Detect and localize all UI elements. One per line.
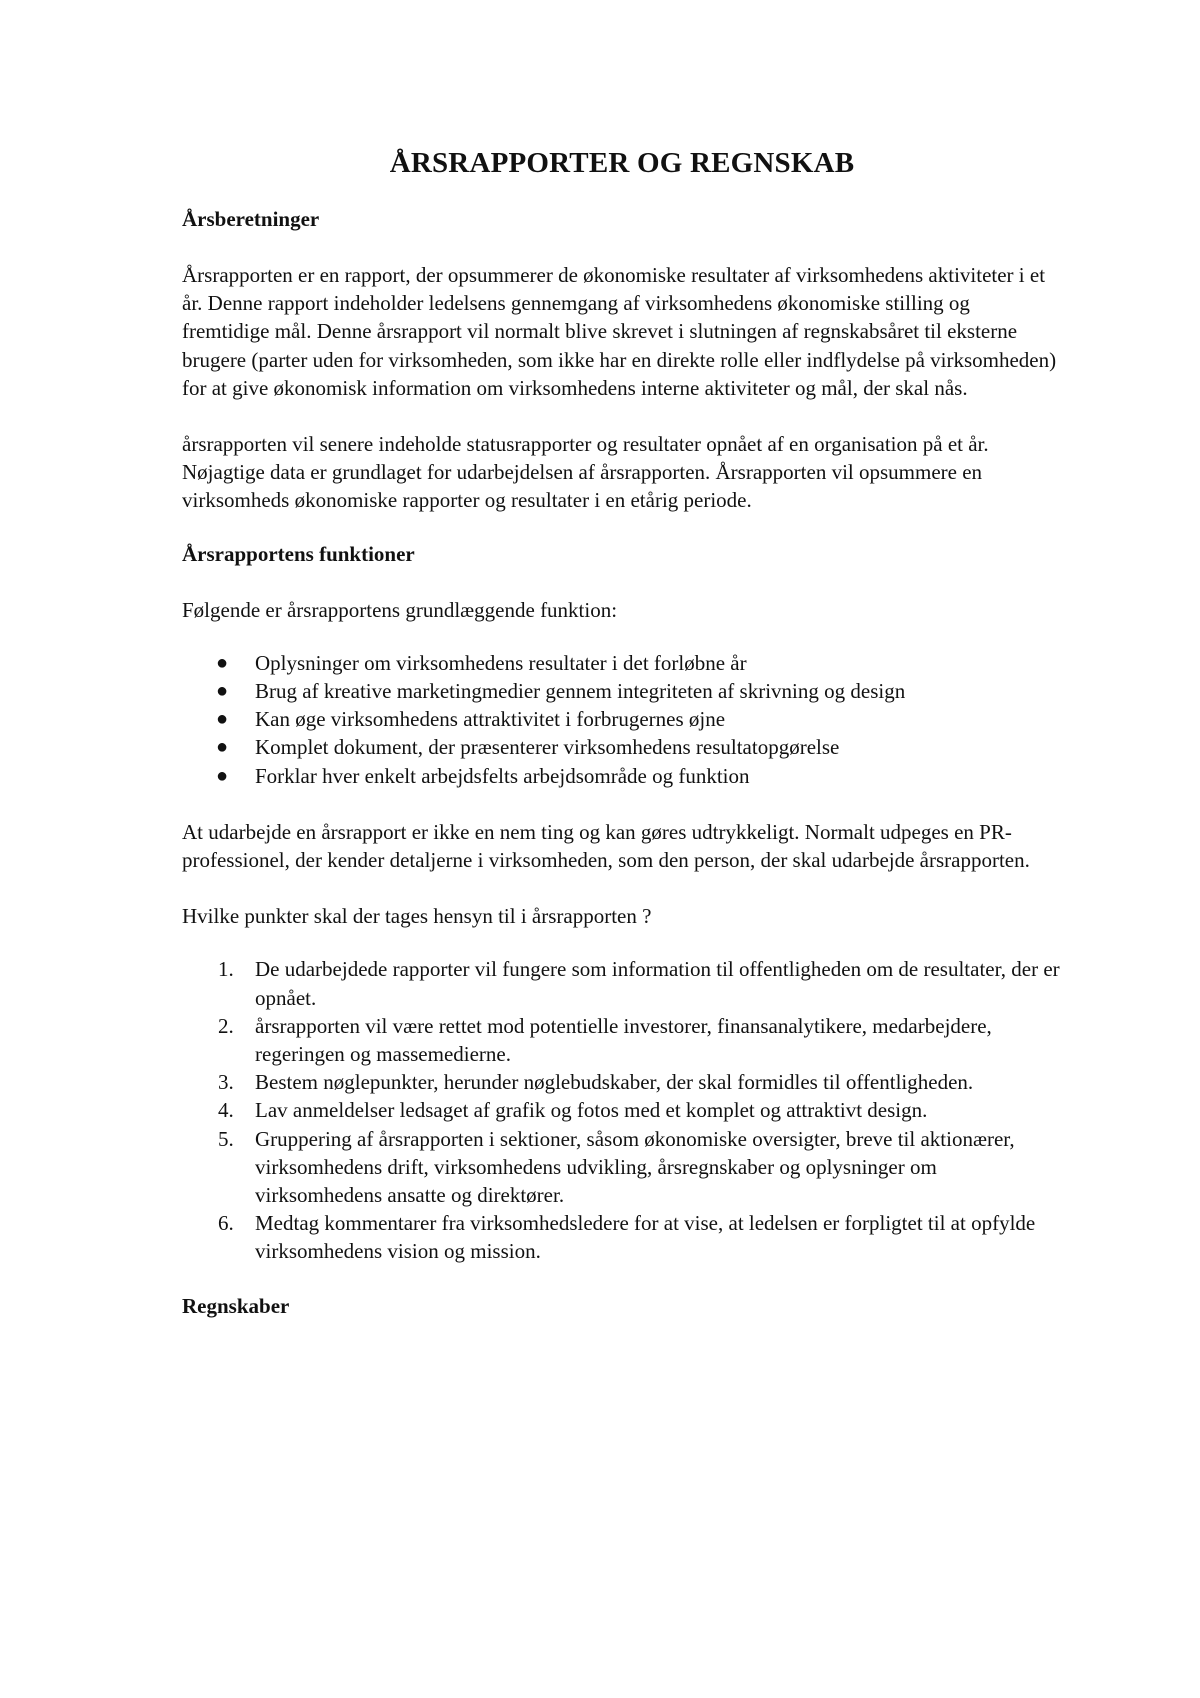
list-item-text: årsrapporten vil være rettet mod potentielle investorer, finansanalytikere, medarbejdere, regeringen og massemedierne.	[255, 1013, 992, 1067]
list-number: 6.	[218, 1211, 234, 1236]
list-item	[182, 1125, 1062, 1210]
paragraph-arsrapport-intro: Årsrapporten er en rapport, der opsummerer de økonomiske resultater af virksomhedens aktiviteter i et år. Denne rapport indeholder ledelsens gennemgang af virksomhedens økonomiske stilling og fremtidige mål. Denne årsrapport vil normalt blive skrevet i slutningen af regnskabsåret til eksterne brugere (parter uden for virksomheden, som ikke har en direkte rolle eller indflydelse på virksomheden) for at give økonomisk information om virksomhedens interne aktiviteter og mål, der skal nås.	[182, 263, 1057, 400]
list-item-text: Brug af kreative marketingmedier gennem integriteten af skrivning og design	[255, 679, 906, 704]
list-number: 1.	[218, 957, 234, 982]
list-number: 4.	[218, 1098, 234, 1123]
section-heading-arsberetninger: Årsberetninger	[182, 207, 320, 231]
list-item	[182, 1209, 1062, 1265]
bullet-icon: ●	[216, 764, 229, 787]
list-item	[182, 1096, 1062, 1124]
list-item-text: Gruppering af årsrapporten i sektioner, såsom økonomiske oversigter, breve til aktionærer, virksomhedens drift, virksomhedens udvikling, årsregnskaber og oplysninger om virksomhedens ansatte og direktører.	[255, 1126, 1015, 1208]
paragraph-arsrapport-status: årsrapporten vil senere indeholde statusrapporter og resultater opnået af en organisation på et år. Nøjagtige data er grundlaget for udarbejdelsen af årsrapporten. Årsrapporten vil opsummere en virksomheds økonomiske rapporter og resultater i en etårig periode.	[182, 432, 989, 513]
list-item-text: De udarbejdede rapporter vil fungere som information til offentligheden om de resultater, der er opnået.	[255, 957, 1060, 1010]
list-item	[182, 677, 1062, 705]
list-item-text: Oplysninger om virksomhedens resultater i det forløbne år	[255, 650, 747, 675]
numbered-list-punkter	[182, 955, 1062, 1265]
list-item	[182, 762, 1062, 790]
document-title: ÅRSRAPPORTER OG REGNSKAB	[389, 147, 855, 179]
bullet-icon: ●	[216, 736, 229, 759]
bullet-list-funktioner	[182, 649, 1062, 790]
list-number: 3.	[218, 1070, 234, 1095]
list-item	[182, 1068, 1062, 1096]
section-heading-regnskaber: Regnskaber	[182, 1293, 290, 1318]
list-item	[182, 733, 1062, 761]
section-heading-funktioner: Årsrapportens funktioner	[182, 541, 415, 566]
paragraph-question: Hvilke punkter skal der tages hensyn til i årsrapporten ?	[182, 904, 652, 929]
list-item-text: Lav anmeldelser ledsaget af grafik og fotos med et komplet og attraktivt design.	[255, 1098, 928, 1123]
list-item-text: Bestem nøglepunkter, herunder nøglebudskaber, der skal formidles til offentligheden.	[255, 1070, 974, 1095]
list-item-text: Kan øge virksomhedens attraktivitet i forbrugernes øjne	[255, 707, 726, 732]
list-number: 2.	[218, 1013, 234, 1038]
document-body	[182, 145, 1062, 1320]
list-item	[182, 705, 1062, 733]
list-item-text: Forklar hver enkelt arbejdsfelts arbejdsområde og funktion	[255, 763, 750, 788]
list-item-text: Medtag kommentarer fra virksomhedsledere for at vise, at ledelsen er forpligtet til at opfylde virksomhedens vision og mission.	[255, 1211, 1036, 1264]
bullet-icon: ●	[216, 708, 229, 731]
list-item	[182, 955, 1062, 1011]
list-item	[182, 649, 1062, 677]
bullet-icon: ●	[216, 680, 229, 703]
list-item-text: Komplet dokument, der præsenterer virksomhedens resultatopgørelse	[255, 735, 840, 760]
list-number: 5.	[218, 1126, 234, 1151]
list-item	[182, 1012, 1062, 1068]
paragraph-udarbejdelse: At udarbejde en årsrapport er ikke en nem ting og kan gøres udtrykkeligt. Normalt udpeges en PR-professionel, der kender detaljerne i virksomheden, som den person, der skal udarbejde årsrapporten.	[182, 819, 1030, 873]
bullet-icon: ●	[216, 651, 229, 674]
paragraph-funktioner-intro: Følgende er årsrapportens grundlæggende funktion:	[182, 597, 618, 622]
